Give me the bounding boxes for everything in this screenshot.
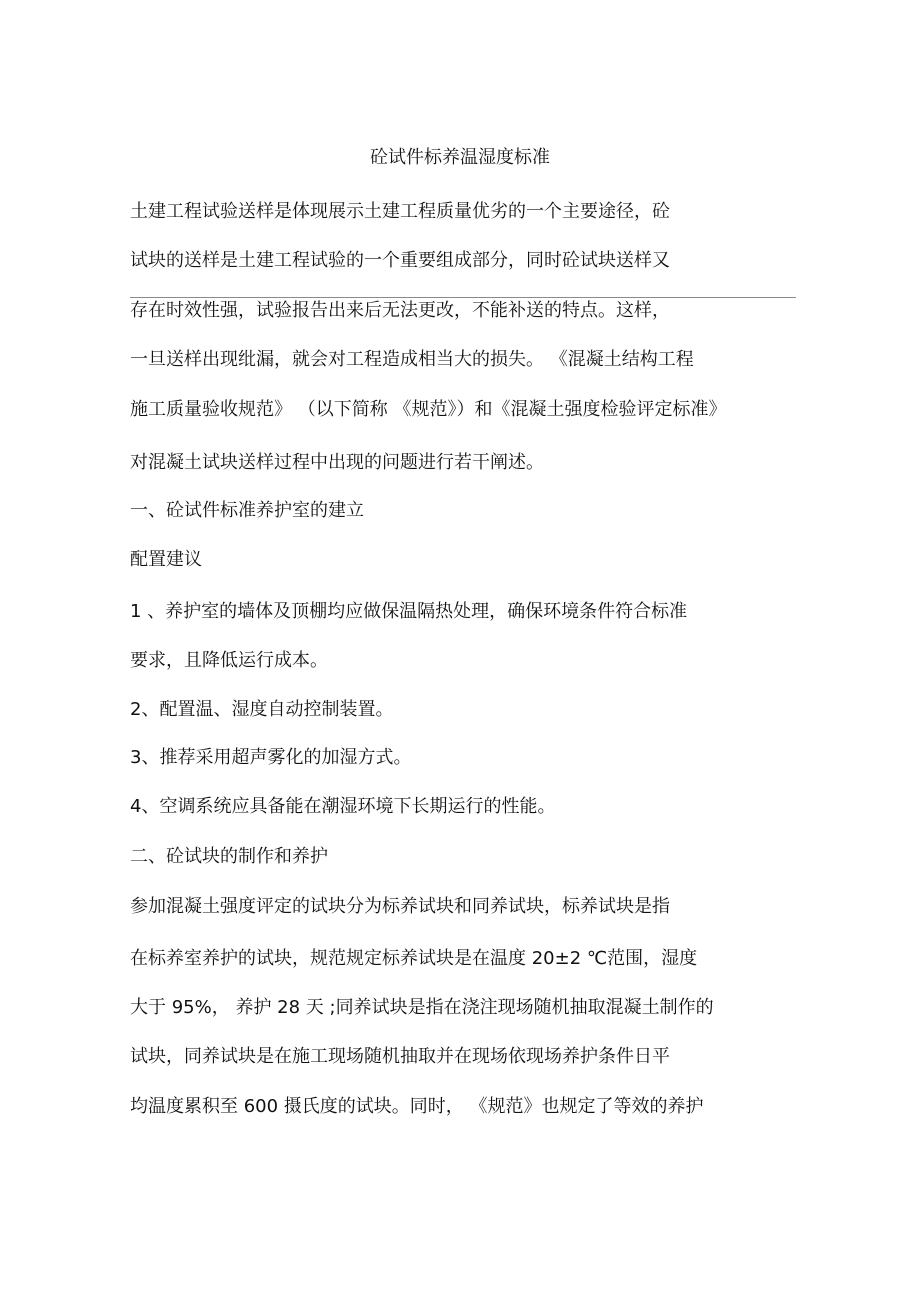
body-line: 要求，且降低运行成本。 xyxy=(130,650,328,671)
subheading: 配置建议 xyxy=(130,549,202,570)
body-line: 一旦送样出现纰漏，就会对工程造成相当大的损失。 《混凝土结构工程 xyxy=(130,349,694,370)
body-line: 施工质量验收规范》 （以下简称 《规范》）和《混凝土强度检验评定标准》 xyxy=(130,399,727,420)
body-line: 大于 95%， 养护 28 天 ;同养试块是指在浇注现场随机抽取混凝土制作的 xyxy=(130,997,714,1018)
body-line: 参加混凝土强度评定的试块分为标养试块和同养试块，标养试块是指 xyxy=(130,896,670,917)
body-line: 均温度累积至 600 摄氏度的试块。同时， 《规范》也规定了等效的养护 xyxy=(130,1096,704,1117)
list-item: 3、推荐采用超声雾化的加湿方式。 xyxy=(130,747,412,768)
body-line: 试块的送样是土建工程试验的一个重要组成部分，同时砼试块送样又 xyxy=(130,250,670,271)
body-line: 土建工程试验送样是体现展示土建工程质量优劣的一个主要途径，砼 xyxy=(130,201,670,222)
body-line: 试块，同养试块是在施工现场随机抽取并在现场依现场养护条件日平 xyxy=(130,1046,670,1067)
section-heading: 二、砼试块的制作和养护 xyxy=(130,846,328,867)
body-line: 存在时效性强，试验报告出来后无法更改，不能补送的特点。这样， xyxy=(130,300,670,321)
body-line: 在标养室养护的试块，规范规定标养试块是在温度 20±2 ℃范围，湿度 xyxy=(130,948,698,969)
body-line: 对混凝土试块送样过程中出现的问题进行若干阐述。 xyxy=(130,452,544,473)
list-item: 1 、养护室的墙体及顶棚均应做保温隔热处理，确保环境条件符合标准 xyxy=(130,601,688,622)
horizontal-rule xyxy=(130,297,796,298)
list-item: 2、配置温、湿度自动控制装置。 xyxy=(130,699,394,720)
list-item: 4、空调系统应具备能在潮湿环境下长期运行的性能。 xyxy=(130,796,556,817)
section-heading: 一、砼试件标准养护室的建立 xyxy=(130,500,364,521)
document-title: 砼试件标养温湿度标准 xyxy=(370,147,550,168)
